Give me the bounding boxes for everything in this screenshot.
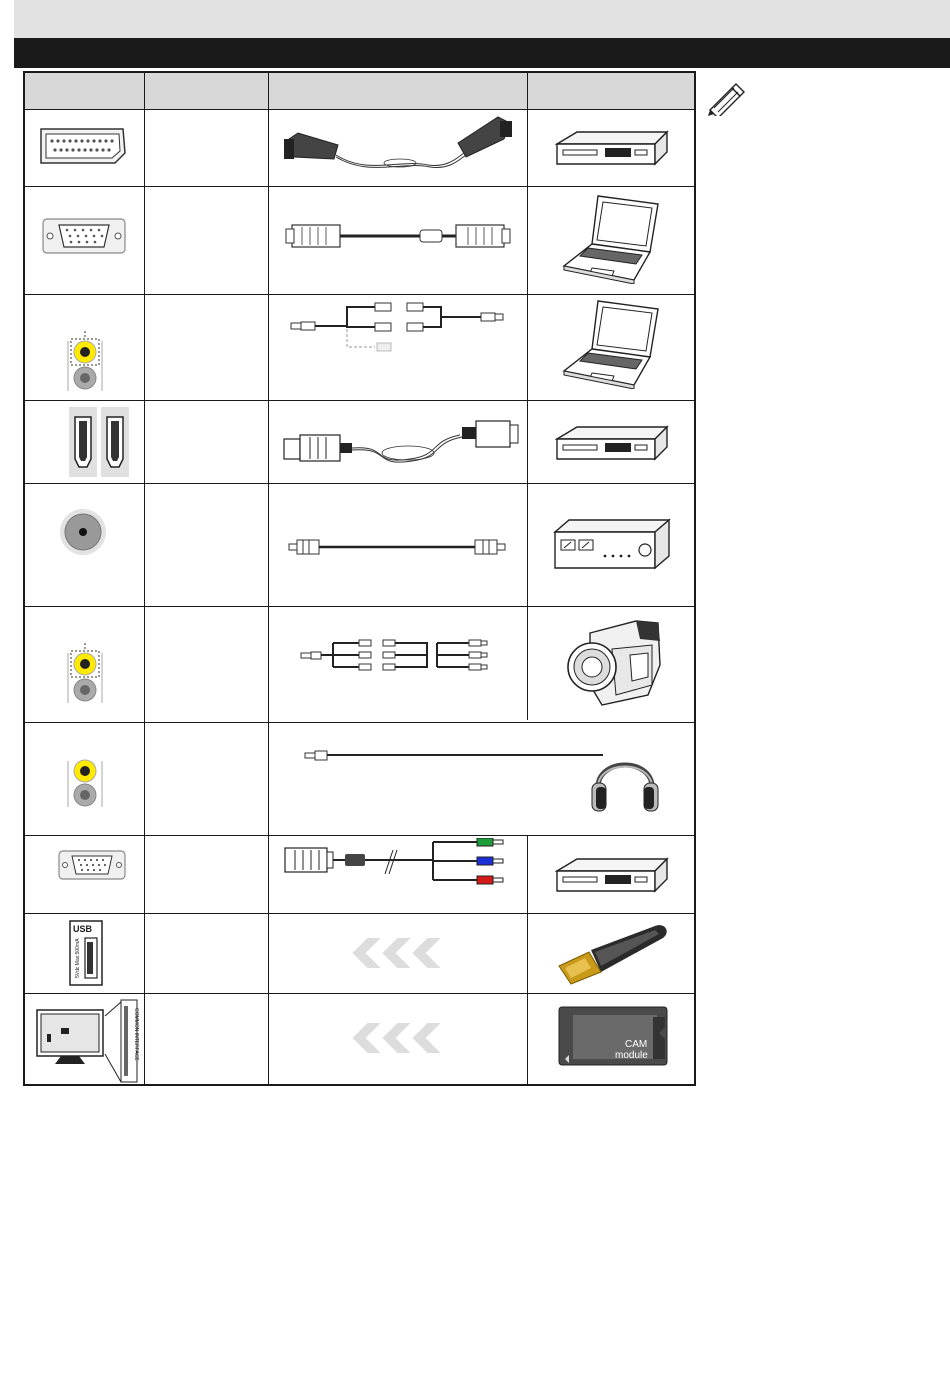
section-title-bar [14, 38, 950, 68]
headphone-jack-icon [67, 757, 103, 809]
hdmi-sockets-icon [69, 407, 131, 477]
spdif-coaxial-socket-icon [59, 508, 107, 556]
laptop-icon-2 [558, 295, 668, 389]
dvd-player-icon-2 [555, 423, 670, 463]
hdmi-cable-icon [280, 415, 520, 471]
usb-stick-icon [555, 920, 671, 986]
page-header-band [14, 0, 950, 38]
ypbpr-component-cable-icon [281, 838, 521, 886]
side-av-jack-icon [67, 643, 103, 705]
laptop-icon [558, 190, 668, 284]
coaxial-cable-icon [287, 535, 509, 559]
dvd-player-icon [555, 128, 670, 168]
table-header-row [25, 73, 694, 110]
dvd-player-icon-3 [555, 855, 670, 895]
av-cable-icon [297, 633, 507, 675]
usb-side-label: 5Vdc Max:500mA [75, 938, 81, 978]
scart-cable-icon [278, 113, 518, 179]
ci-label: COMMON INTERFACE [133, 1008, 139, 1061]
connections-table [23, 71, 696, 1086]
cam-label-line1: CAM [625, 1039, 648, 1050]
headphone-cable-icon [303, 745, 603, 765]
scart-socket-icon [37, 123, 129, 167]
vga-socket-icon [41, 215, 127, 257]
ypbpr-vga-socket-icon [57, 849, 127, 881]
headphones-icon [590, 745, 660, 817]
cam-module-icon [557, 1003, 671, 1069]
pc-audio-cable-icon [285, 301, 515, 365]
audio-input-jack-icon [67, 331, 103, 393]
usb-port-icon [69, 920, 103, 986]
amplifier-icon [553, 518, 673, 570]
insert-arrows-icon [347, 935, 451, 971]
camcorder-icon [560, 615, 666, 715]
vga-cable-icon [280, 215, 515, 257]
cam-label-line2: module [615, 1050, 648, 1061]
common-interface-slot-icon [31, 998, 141, 1084]
pencil-note-icon [706, 82, 746, 116]
usb-label: USB [73, 924, 93, 934]
insert-arrows-icon-2 [347, 1020, 451, 1056]
